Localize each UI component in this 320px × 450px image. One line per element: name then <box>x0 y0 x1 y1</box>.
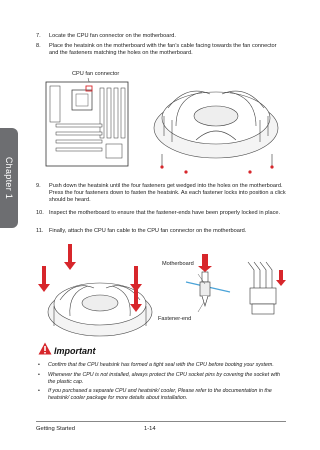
important-notes <box>38 362 286 405</box>
step-text: Locate the CPU fan connector on the motherboard. <box>49 33 176 39</box>
bullet-icon: • <box>38 362 40 368</box>
chapter-side-tab <box>0 128 18 228</box>
bullet-icon: • <box>38 388 40 395</box>
bullet-icon: • <box>38 371 40 378</box>
chapter-tab-label: Chapter 1 <box>4 156 15 200</box>
note-text: Confirm that the CPU heatsink has formed a tight seal with the CPU before booting your system. <box>48 362 274 368</box>
footer-divider <box>36 421 286 422</box>
note-text: If you purchased a separate CPU and heatsink/ cooler, Please refer to the documentation in the heatsink/ cooler package for more details about installation. <box>48 388 272 402</box>
warning-icon <box>38 342 52 355</box>
step-10 <box>36 210 286 217</box>
important-title: Important <box>54 346 96 356</box>
step-number: 11. <box>36 228 44 234</box>
fastener-end-label: Fastener-end <box>158 316 192 322</box>
important-note <box>38 372 286 386</box>
page-number: 1-14 <box>144 426 156 432</box>
push-down-figure <box>36 244 286 344</box>
important-note <box>38 388 286 402</box>
step-7 <box>36 33 286 40</box>
step-text: Place the heatsink on the motherboard with the fan’s cable facing towards the fan connector and the fasteners matching the holes on the motherboard. <box>49 43 277 57</box>
step-9 <box>36 183 286 205</box>
step-8 <box>36 43 286 57</box>
step-number: 8. <box>36 43 41 49</box>
step-11 <box>36 228 286 235</box>
cpu-fan-connector-label: CPU fan connector <box>72 71 120 77</box>
step-number: 9. <box>36 183 41 189</box>
important-note <box>38 362 286 369</box>
step-number: 7. <box>36 33 41 39</box>
footer-section: Getting Started <box>36 426 75 432</box>
step-number: 10. <box>36 210 44 216</box>
motherboard-label: Motherboard <box>162 261 194 267</box>
step-text: Inspect the motherboard to ensure that the fastener-ends have been properly locked in place. <box>49 210 281 216</box>
step-text: Finally, attach the CPU fan cable to the CPU fan connector on the motherboard. <box>49 228 247 234</box>
step-text: Push down the heatsink until the four fasteners get wedged into the holes on the motherboard. Press the four fasteners down to fasten the heatsink. As each fastener locks into position a click should be heard. <box>49 183 286 204</box>
note-text: Whenever the CPU is not installed, always protect the CPU socket pins by covering the socket with the plastic cap. <box>48 371 280 385</box>
motherboard-heatsink-figure <box>36 66 286 176</box>
